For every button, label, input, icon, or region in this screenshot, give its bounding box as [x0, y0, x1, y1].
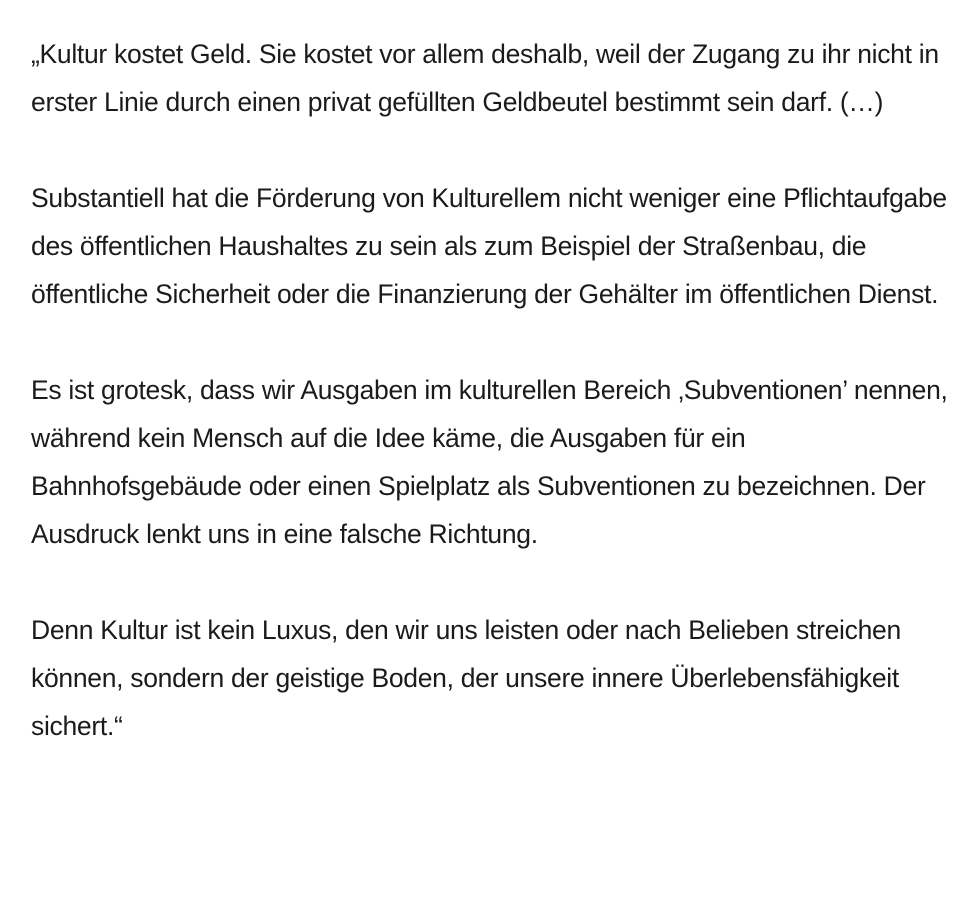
quote-paragraph-2: Substantiell hat die Förderung von Kulturellem nicht weniger eine Pflichtaufgabe des öffentlichen Haushaltes zu sein als zum Beispiel der Straßenbau, die öffentliche Sicherheit oder die Finanzierung der Gehälter im öffentlichen Dienst.: [31, 183, 947, 309]
quote-paragraph-1: „Kultur kostet Geld. Sie kostet vor allem deshalb, weil der Zugang zu ihr nicht in erster Linie durch einen privat gefüllten Geldbeutel bestimmt sein darf. (…): [31, 39, 939, 117]
quote-paragraph-4: Denn Kultur ist kein Luxus, den wir uns leisten oder nach Belieben streichen können, sondern der geistige Boden, der unsere innere Überlebensfähigkeit sichert.“: [31, 615, 901, 741]
quote-paragraph-3: Es ist grotesk, dass wir Ausgaben im kulturellen Bereich ‚Subventionen’ nennen, während kein Mensch auf die Idee käme, die Ausgaben für ein Bahnhofsgebäude oder einen Spielplatz als Subventionen zu bezeichnen. Der Ausdruck lenkt uns in eine falsche Richtung.: [31, 375, 948, 549]
